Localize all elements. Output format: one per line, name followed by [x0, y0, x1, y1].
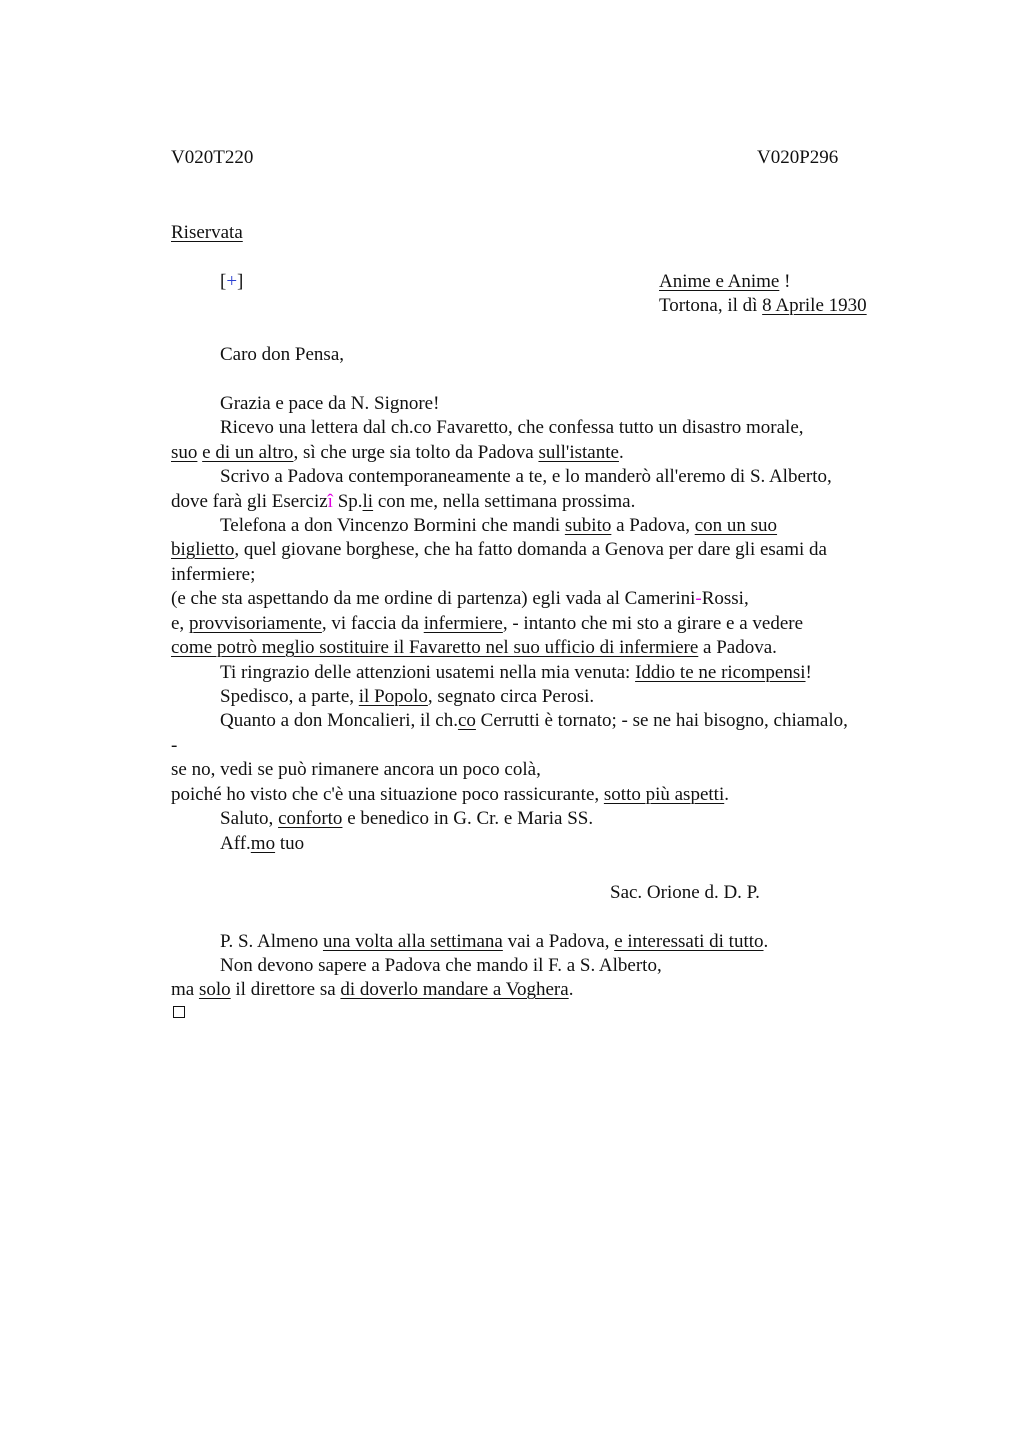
salutation: Caro don Pensa,	[220, 344, 345, 365]
body-line-3: suo e di un altro, sì che urge sia tolto da Padova sull'istante.	[171, 442, 624, 463]
cross-marker: [+]	[220, 271, 244, 292]
signature: Sac. Orione d. D. P.	[610, 882, 760, 903]
body-line-4: Scrivo a Padova contemporaneamente a te, e lo manderò all'eremo di S. Alberto,	[220, 466, 832, 487]
body-line-5: dove farà gli Esercizî Sp.li con me, nella settimana prossima.	[171, 491, 636, 512]
body-line-15: -	[171, 735, 178, 756]
body-line-9: (e che sta aspettando da me ordine di partenza) egli vada al Camerini-Rossi,	[171, 588, 749, 609]
body-line-19: Aff.mo tuo	[220, 833, 305, 854]
body-line-6: Telefona a don Vincenzo Bormini che mandi subito a Padova, con un suo	[220, 515, 778, 536]
postscript-line-2: Non devono sapere a Padova che mando il F. a S. Alberto,	[220, 955, 662, 976]
body-line-1: Grazia e pace da N. Signore!	[220, 393, 440, 414]
body-line-11: come potrò meglio sostituire il Favaretto nel suo ufficio di infermiere a Padova.	[171, 637, 777, 658]
body-line-18: Saluto, conforto e benedico in G. Cr. e Maria SS.	[220, 808, 594, 829]
body-line-14: Quanto a don Moncalieri, il ch.co Cerrutti è tornato; - se ne hai bisogno, chiamalo,	[220, 710, 848, 731]
end-marker-box-icon	[173, 1006, 185, 1018]
circumflex-mark: î	[327, 491, 333, 512]
body-line-16: se no, vedi se può rimanere ancora un poco colà,	[171, 759, 541, 780]
confidential-label: Riservata	[171, 222, 243, 243]
body-line-8: infermiere;	[171, 564, 256, 585]
cross-icon: +	[226, 271, 238, 292]
document-code-left: V020T220	[171, 147, 254, 168]
postscript-line-1: P. S. Almeno una volta alla settimana vai a Padova, e interessati di tutto.	[220, 931, 769, 952]
motto: Anime e Anime !	[659, 271, 791, 292]
letter-date: 8 Aprile 1930	[762, 295, 867, 316]
body-line-17: poiché ho visto che c'è una situazione poco rassicurante, sotto più aspetti.	[171, 784, 729, 805]
body-line-13: Spedisco, a parte, il Popolo, segnato circa Perosi.	[220, 686, 595, 707]
body-line-10: e, provvisoriamente, vi faccia da infermiere, - intanto che mi sto a girare e a vedere	[171, 613, 804, 634]
dateline: Tortona, il dì 8 Aprile 1930	[659, 295, 867, 316]
postscript-line-3: ma solo il direttore sa di doverlo mandare a Voghera.	[171, 979, 574, 1000]
body-line-7: biglietto, quel giovane borghese, che ha fatto domanda a Genova per dare gli esami da	[171, 539, 827, 560]
document-code-right: V020P296	[757, 147, 839, 168]
body-line-12: Ti ringrazio delle attenzioni usatemi nella mia venuta: Iddio te ne ricompensi!	[220, 662, 812, 683]
body-line-2: Ricevo una lettera dal ch.co Favaretto, che confessa tutto un disastro morale,	[220, 417, 804, 438]
